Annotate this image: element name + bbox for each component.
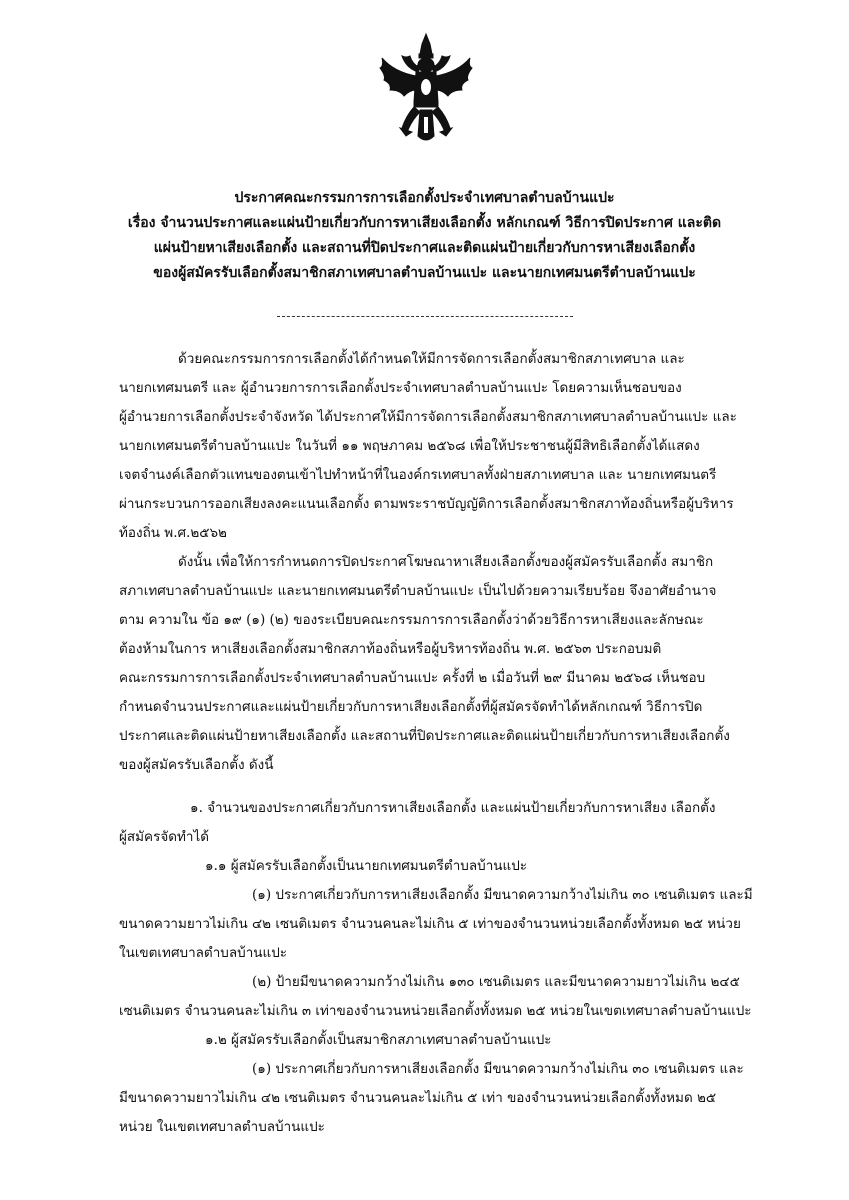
paragraph-2-line-5: คณะกรรมการการเลือกตั้งประจำเทศบาลตำบลบ้านแปะ ครั้งที่ ๒ เมื่อวันที่ ๒๙ มีนาคม ๒๕๖๘ เห็นชอบ bbox=[119, 670, 706, 686]
paragraph-2-line-3: ตาม ความใน ข้อ ๑๙ (๑) (๒) ของระเบียบคณะกรรมการการเลือกตั้งว่าด้วยวิธีการหาเสียงและลักษณะ bbox=[119, 612, 704, 628]
paragraph-2-line-4: ต้องห้ามในการ หาเสียงเลือกตั้งสมาชิกสภาท้องถิ่นหรือผู้บริหารท้องถิ่น พ.ศ. ๒๕๖๓ ประกอบมติ bbox=[119, 641, 662, 657]
paragraph-2-line-6: กำหนดจำนวนประกาศและแผ่นป้ายเกี่ยวกับการหาเสียงเลือกตั้งที่ผู้สมัครจัดทำได้หลักเกณฑ์ วิธีการปิด bbox=[119, 699, 703, 715]
item-1-1-1-line-1: (๑) ประกาศเกี่ยวกับการหาเสียงเลือกตั้ง มีขนาดความกว้างไม่เกิน ๓๐ เซนติเมตร และมี bbox=[252, 887, 753, 903]
item-1-2-1-line-2: มีขนาดความยาวไม่เกิน ๔๒ เซนติเมตร จำนวนคนละไม่เกิน ๕ เท่า ของจำนวนหน่วยเลือกตั้งทั้งหมด ๒๕ bbox=[119, 1090, 717, 1106]
item-1-1-2-line-2: เซนติเมตร จำนวนคนละไม่เกิน ๓ เท่าของจำนวนหน่วยเลือกตั้งทั้งหมด ๒๕ หน่วยในเขตเทศบาลตำบลบ้านแปะ bbox=[119, 1003, 752, 1019]
paragraph-1-line-7: ท้องถิ่น พ.ศ.๒๕๖๒ bbox=[119, 525, 227, 541]
garuda-emblem bbox=[376, 32, 476, 152]
paragraph-1-line-5: เจตจำนงค์เลือกตัวแทนของตนเข้าไปทำหน้าที่ในองค์กรเทศบาลทั้งฝ่ายสภาเทศบาล และ นายกเทศมนตรี bbox=[119, 467, 717, 483]
item-1-1-1-line-2: ขนาดความยาวไม่เกิน ๔๒ เซนติเมตร จำนวนคนละไม่เกิน ๕ เท่าของจำนวนหน่วยเลือกตั้งทั้งหมด ๒๕ หน่วย bbox=[119, 916, 741, 932]
paragraph-1-line-3: ผู้อำนวยการเลือกตั้งประจำจังหวัด ได้ประกาศให้มีการจัดการเลือกตั้งสมาชิกสภาเทศบาลตำบลบ้านแปะ และ bbox=[119, 409, 737, 425]
section-1-heading: ๑. จำนวนของประกาศเกี่ยวกับการหาเสียงเลือกตั้ง และแผ่นป้ายเกี่ยวกับการหาเสียง เลือกตั้ง bbox=[190, 800, 716, 816]
title-separator bbox=[277, 316, 573, 317]
paragraph-2-line-7: ประกาศและติดแผ่นป้ายหาเสียงเลือกตั้ง และสถานที่ปิดประกาศและติดแผ่นป้ายเกี่ยวกับการหาเสียงเลือกตั้ง bbox=[119, 728, 730, 744]
title-line-3: แผ่นป้ายหาเสียงเลือกตั้ง และสถานที่ปิดประกาศและติดแผ่นป้ายเกี่ยวกับการหาเสียงเลือกตั้ง bbox=[153, 240, 696, 256]
title-line-2: เรื่อง จำนวนประกาศและแผ่นป้ายเกี่ยวกับการหาเสียงเลือกตั้ง หลักเกณฑ์ วิธีการปิดประกาศ และติด bbox=[127, 215, 722, 231]
title-line-4: ของผู้สมัครรับเลือกตั้งสมาชิกสภาเทศบาลตำบลบ้านแปะ และนายกเทศมนตรีตำบลบ้านแปะ bbox=[153, 265, 696, 281]
subsection-1-2-heading: ๑.๒ ผู้สมัครรับเลือกตั้งเป็นสมาชิกสภาเทศบาลตำบลบ้านแปะ bbox=[205, 1032, 552, 1048]
paragraph-2-line-2: สภาเทศบาลตำบลบ้านแปะ และนายกเทศมนตรีตำบลบ้านแปะ เป็นไปด้วยความเรียบร้อย จึงอาศัยอำนาจ bbox=[119, 583, 717, 599]
item-1-1-1-line-3: ในเขตเทศบาลตำบลบ้านแปะ bbox=[119, 945, 288, 961]
item-1-2-1-line-1: (๑) ประกาศเกี่ยวกับการหาเสียงเลือกตั้ง มีขนาดความกว้างไม่เกิน ๓๐ เซนติเมตร และ bbox=[252, 1061, 744, 1077]
paragraph-2-line-8: ของผู้สมัครรับเลือกตั้ง ดังนี้ bbox=[119, 757, 274, 773]
paragraph-1-line-1: ด้วยคณะกรรมการการเลือกตั้งได้กำหนดให้มีการจัดการเลือกตั้งสมาชิกสภาเทศบาล และ bbox=[178, 351, 685, 367]
subsection-1-1-heading: ๑.๑ ผู้สมัครรับเลือกตั้งเป็นนายกเทศมนตรีตำบลบ้านแปะ bbox=[205, 858, 528, 874]
item-1-2-1-line-3: หน่วย ในเขตเทศบาลตำบลบ้านแปะ bbox=[119, 1119, 325, 1135]
paragraph-2-line-1: ดังนั้น เพื่อให้การกำหนดการปิดประกาศโฆษณาหาเสียงเลือกตั้งของผู้สมัครรับเลือกตั้ง สมาชิก bbox=[178, 554, 714, 570]
item-1-1-2-line-1: (๒) ป้ายมีขนาดความกว้างไม่เกิน ๑๓๐ เซนติเมตร และมีขนาดความยาวไม่เกิน ๒๔๕ bbox=[252, 974, 740, 990]
title-line-1: ประกาศคณะกรรมการการเลือกตั้งประจำเทศบาลตำบลบ้านแปะ bbox=[234, 190, 615, 206]
paragraph-1-line-2: นายกเทศมนตรี และ ผู้อำนวยการการเลือกตั้งประจำเทศบาลตำบลบ้านแปะ โดยความเห็นชอบของ bbox=[119, 380, 682, 396]
section-1-heading-cont: ผู้สมัครจัดทำได้ bbox=[119, 829, 210, 845]
paragraph-1-line-6: ผ่านกระบวนการออกเสียงลงคะแนนเลือกตั้ง ตามพระราชบัญญัติการเลือกตั้งสมาชิกสภาท้องถิ่นหรือผู้บริหาร bbox=[119, 496, 734, 512]
paragraph-1-line-4: นายกเทศมนตรีตำบลบ้านแปะ ในวันที่ ๑๑ พฤษภาคม ๒๕๖๘ เพื่อให้ประชาชนผู้มีสิทธิเลือกตั้งได้แสดง bbox=[119, 438, 700, 454]
announcement-title bbox=[60, 186, 789, 286]
